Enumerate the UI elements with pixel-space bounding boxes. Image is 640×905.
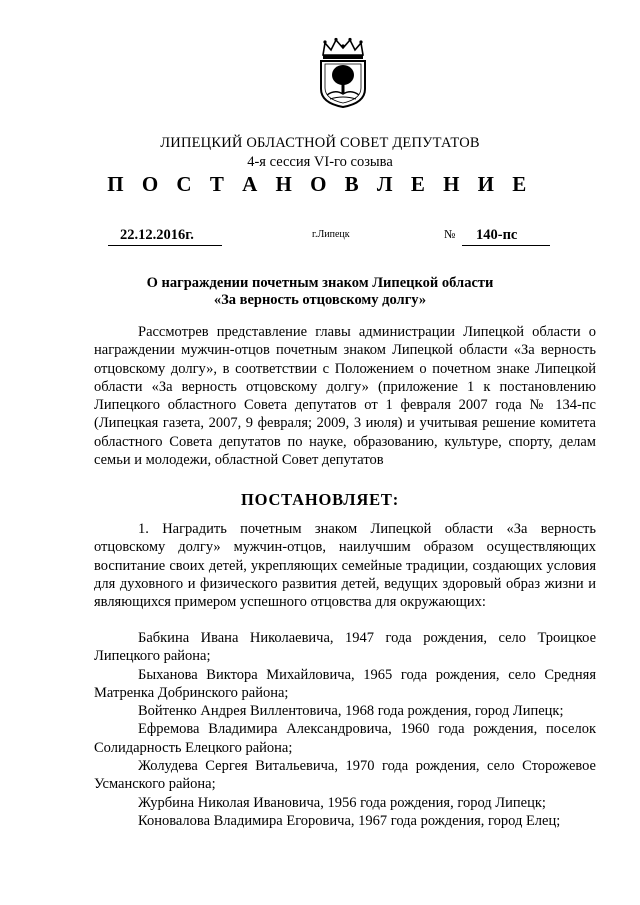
awardee-list <box>94 629 596 830</box>
document-subject <box>0 275 640 309</box>
document-number: 140-пс <box>462 227 550 246</box>
list-item: Войтенко Андрея Виллентовича, 1968 года рождения, город Липецк; <box>138 703 564 720</box>
decree-heading: ПОСТАНОВЛЯЕТ: <box>240 490 400 509</box>
subject-line-2: «За верность отцовскому долгу» <box>213 292 427 308</box>
intro-paragraph: Рассмотрев представление главы администрации Липецкой области о награждении мужчин-отцов почетным знаком Липецкой области «За верность отцовскому долгу», в соответствии с Положением о почетном знаке Липецкой области «За верность отцовскому долгу» (приложение 1 к постановлению Липецкого областного Совета депутатов от 1 февраля 2007 года № 134-пс (Липецкая газета, 2007, 9 февраля; 2009, 3 июля) и учитывая решение комитета областного Совета депутатов по науке, образованию, культуре, спорту, делам семьи и молодежи, областной Совет депутатов <box>94 324 596 469</box>
number-sign: № <box>444 227 456 241</box>
list-item: Ефремова Владимира Александровича, 1960 года рождения, поселок Солидарность Елецкого района; <box>94 721 596 756</box>
subject-line-1: О награждении почетным знаком Липецкой области <box>146 275 494 291</box>
list-item: Коновалова Владимира Егоровича, 1967 года рождения, город Елец; <box>138 812 561 829</box>
list-item: Журбина Николая Ивановича, 1956 года рождения, город Липецк; <box>138 794 546 811</box>
council-name: ЛИПЕЦКИЙ ОБЛАСТНОЙ СОВЕТ ДЕПУТАТОВ <box>160 135 480 151</box>
coat-of-arms-icon <box>314 37 372 109</box>
session-info: 4-я сессия VI-го созыва <box>247 154 393 170</box>
list-item: Бабкина Ивана Николаевича, 1947 года рождения, село Троицкое Липецкого района; <box>94 630 596 665</box>
list-item: Жолудева Сергея Витальевича, 1970 года рождения, село Сторожевое Усманского района; <box>94 758 596 793</box>
list-item: Быханова Виктора Михайловича, 1965 года рождения, село Средняя Матренка Добринского района; <box>94 666 596 701</box>
document-city: г.Липецк <box>312 229 350 240</box>
document-date: 22.12.2016г. <box>108 227 222 246</box>
paragraph-1: 1. Наградить почетным знаком Липецкой области «За верность отцовскому долгу» мужчин-отцов, наилучшим образом осуществляющих воспитание своих детей, укрепляющих семейные традиции, создающих условия для духовного и физического развития детей, ведущих здоровый образ жизни и являющихся примером успешного отцовства для окружающих: <box>94 521 596 611</box>
document-type: П О С Т А Н О В Л Е Н И Е <box>107 172 533 196</box>
